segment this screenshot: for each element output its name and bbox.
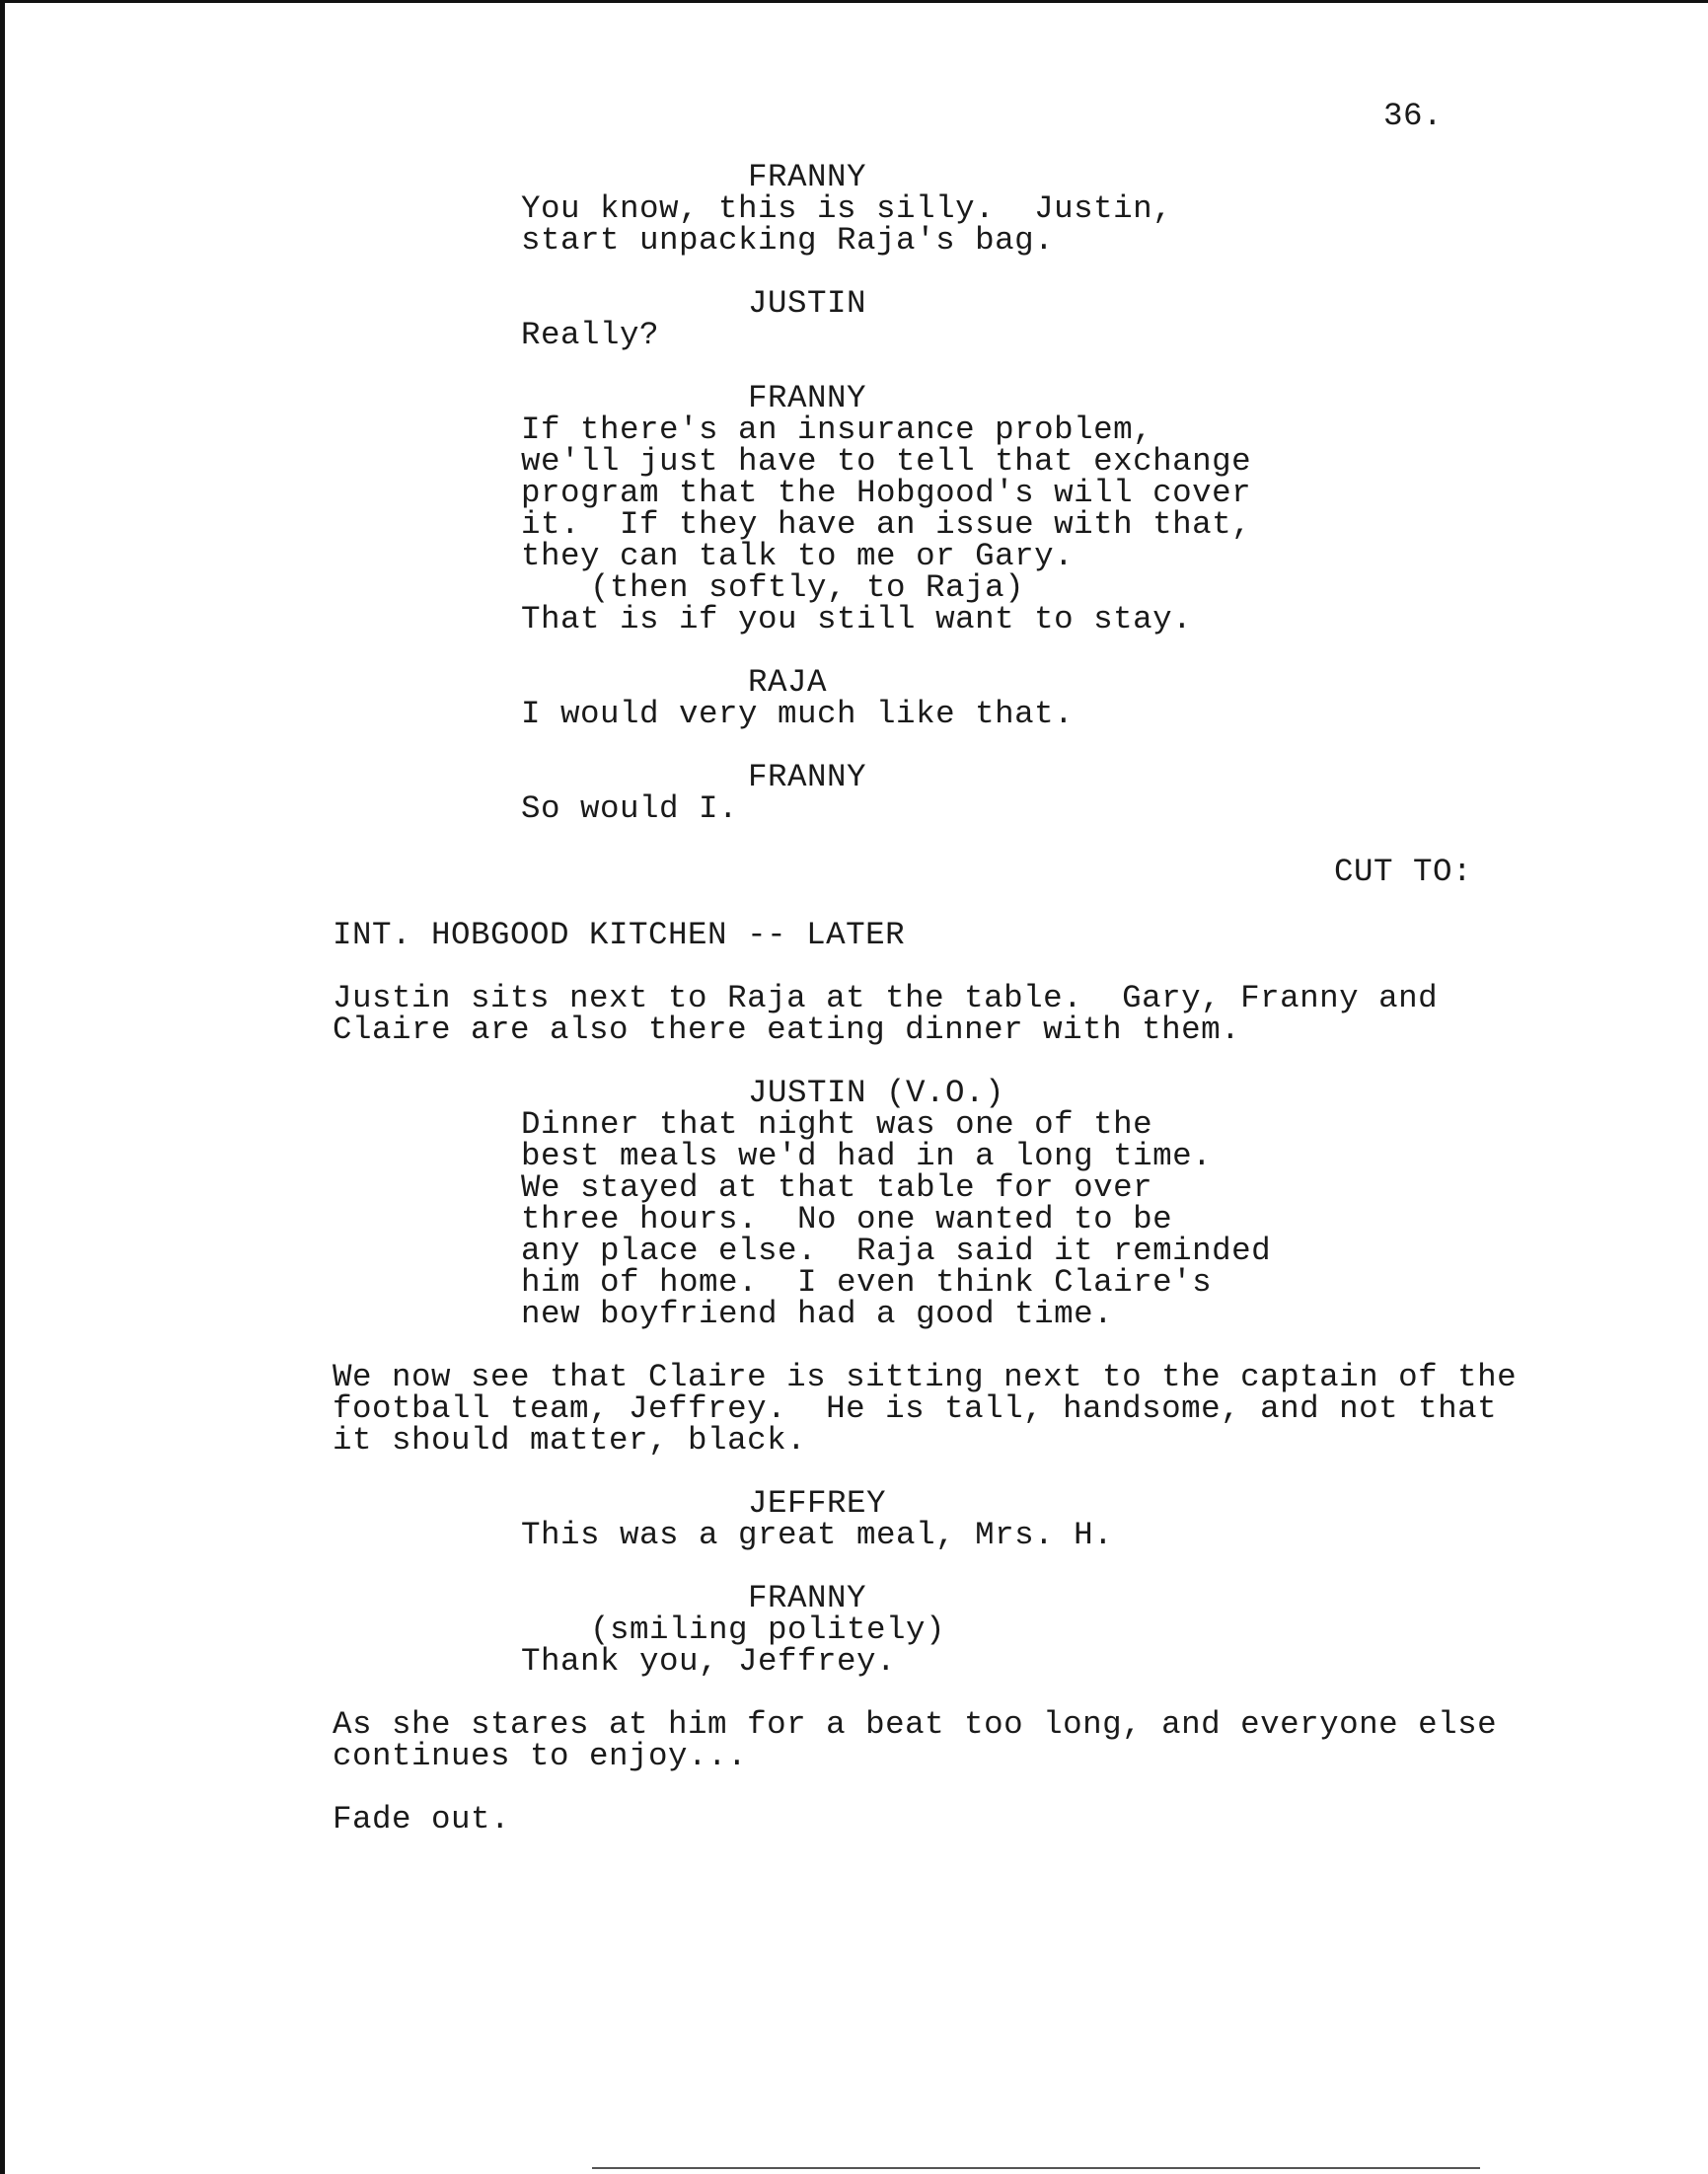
character-name: JUSTIN (V.O.) [748, 1075, 1005, 1111]
dialogue-line: Dinner that night was one of the [521, 1106, 1153, 1143]
transition: CUT TO: [1334, 854, 1473, 890]
scan-edge-top [0, 0, 1708, 3]
character-name: JEFFREY [748, 1485, 887, 1522]
action-line: As she stares at him for a beat too long, and everyone else [333, 1706, 1498, 1743]
dialogue-line: new boyfriend had a good time. [521, 1296, 1114, 1332]
dialogue-line: So would I. [521, 790, 739, 827]
dialogue-line: start unpacking Raja's bag. [521, 222, 1055, 259]
dialogue-line: You know, this is silly. Justin, [521, 190, 1173, 227]
action-line: We now see that Claire is sitting next to the captain of the [333, 1359, 1518, 1395]
dialogue-line: any place else. Raja said it reminded [521, 1233, 1272, 1269]
dialogue-line: We stayed at that table for over [521, 1169, 1153, 1206]
dialogue-line: they can talk to me or Gary. [521, 538, 1075, 574]
action-line: football team, Jeffrey. He is tall, handsome, and not that [333, 1390, 1498, 1427]
scene-heading: INT. HOBGOOD KITCHEN -- LATER [333, 917, 906, 953]
page-number: 36. [1383, 98, 1444, 134]
dialogue-line: I would very much like that. [521, 696, 1075, 732]
action-line: Fade out. [333, 1801, 511, 1837]
parenthetical: (then softly, to Raja) [590, 569, 1025, 606]
dialogue-line: That is if you still want to stay. [521, 601, 1193, 637]
scan-edge-bottom [592, 2167, 1480, 2169]
dialogue-line: This was a great meal, Mrs. H. [521, 1517, 1114, 1553]
dialogue-line: him of home. I even think Claire's [521, 1264, 1213, 1301]
character-name: JUSTIN [748, 285, 867, 322]
character-name: FRANNY [748, 380, 867, 416]
dialogue-line: best meals we'd had in a long time. [521, 1138, 1213, 1174]
scan-edge-left [0, 0, 5, 2174]
action-line: Justin sits next to Raja at the table. Gary, Franny and [333, 980, 1439, 1016]
action-line: continues to enjoy... [333, 1738, 748, 1774]
character-name: FRANNY [748, 759, 867, 795]
dialogue-line: If there's an insurance problem, [521, 412, 1153, 448]
character-name: FRANNY [748, 1580, 867, 1616]
character-name: FRANNY [748, 159, 867, 195]
dialogue-line: we'll just have to tell that exchange [521, 443, 1252, 480]
dialogue-line: three hours. No one wanted to be [521, 1201, 1173, 1237]
parenthetical: (smiling politely) [590, 1612, 946, 1648]
action-line: Claire are also there eating dinner with them. [333, 1012, 1241, 1048]
dialogue-line: it. If they have an issue with that, [521, 506, 1252, 543]
action-line: it should matter, black. [333, 1422, 807, 1459]
dialogue-line: Thank you, Jeffrey. [521, 1643, 897, 1680]
dialogue-line: Really? [521, 317, 660, 353]
character-name: RAJA [748, 664, 828, 701]
dialogue-line: program that the Hobgood's will cover [521, 475, 1252, 511]
